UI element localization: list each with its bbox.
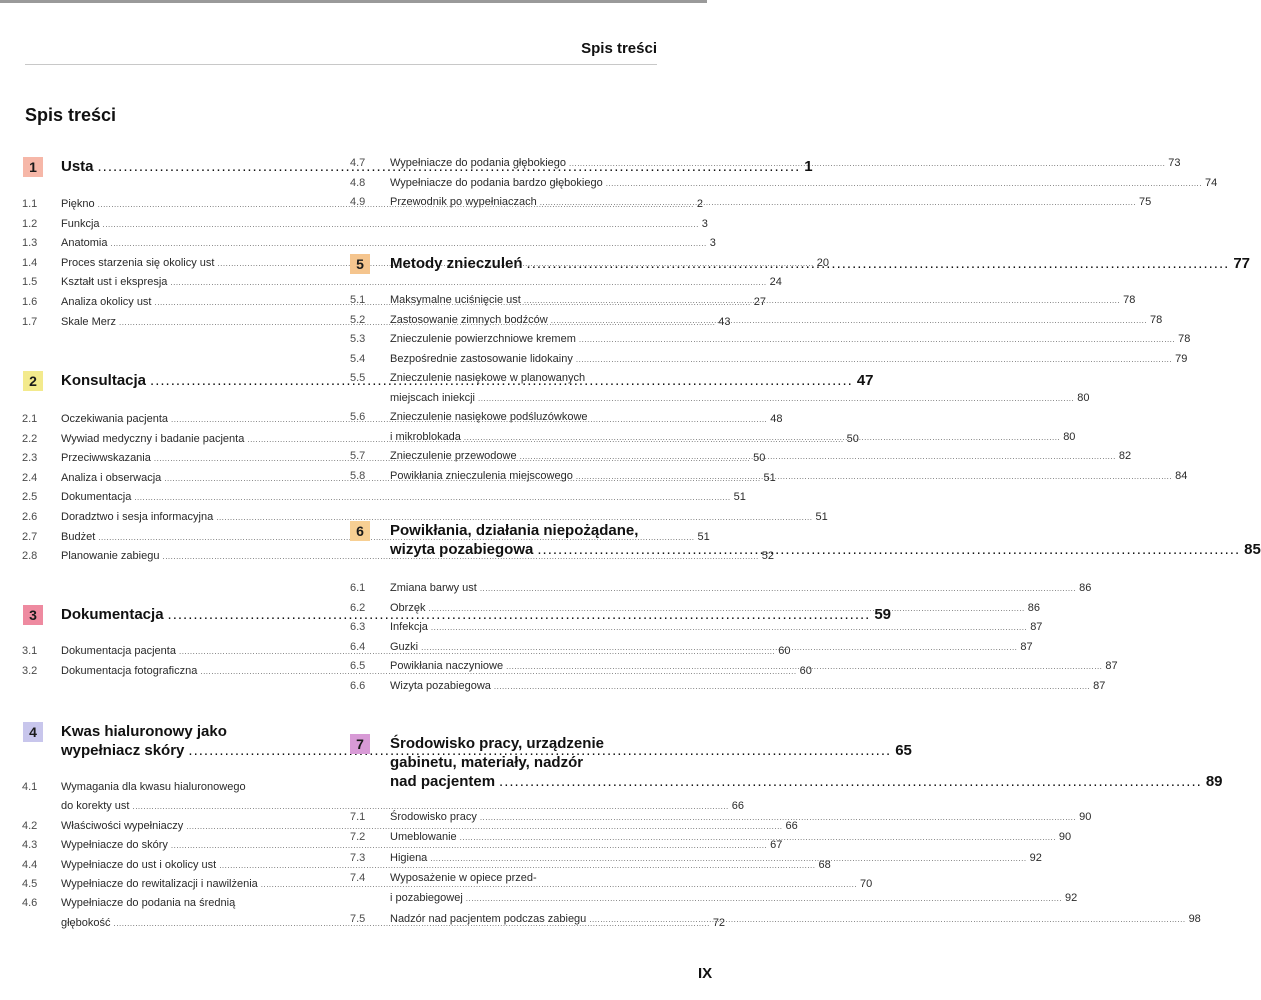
section-title: Wypełniacze do skóry: [61, 839, 168, 852]
page-title: Spis treści: [25, 105, 117, 125]
toc-entry-line[interactable]: Znieczulenie nasiękowe podśluzówkowe: [390, 411, 588, 423]
section-number: 6.2: [350, 601, 366, 614]
section-number: 2.3: [22, 452, 38, 465]
section-page: 43: [718, 315, 731, 328]
toc-entry[interactable]: [61, 491, 746, 504]
section-number: 5.1: [350, 294, 366, 306]
leader-dots: [464, 431, 1060, 444]
toc-entry[interactable]: [390, 680, 1106, 693]
toc-entry[interactable]: [61, 237, 716, 250]
section-title: Planowanie zabiegu: [61, 550, 160, 563]
section-title: Anatomia: [61, 237, 108, 250]
section-title: Nadzór nad pacjentem podczas zabiegu: [390, 912, 587, 925]
leader-dots: [606, 177, 1202, 190]
leader-dots: [466, 892, 1062, 905]
leader-dots: [421, 641, 1017, 654]
leader-dots: [576, 470, 1172, 483]
section-number: 6.1: [350, 582, 366, 594]
section-page: 90: [1079, 811, 1092, 823]
section-page: 86: [1079, 582, 1092, 594]
section-page: 92: [1065, 892, 1078, 905]
section-number: 2.6: [22, 511, 38, 523]
section-page: 52: [761, 550, 774, 563]
section-page: 82: [1118, 450, 1132, 462]
section-title: Kształt ust i ekspresja: [61, 276, 168, 289]
leader-dots: [428, 602, 1024, 615]
section-number: 4.6: [22, 897, 38, 910]
chapter-number-badge: 3: [23, 605, 43, 625]
section-title: Analiza okolicy ust: [61, 296, 152, 308]
section-page: 51: [815, 511, 828, 523]
section-number: 5.3: [350, 333, 366, 345]
section-number: 7.4: [350, 871, 366, 884]
toc-entry[interactable]: [61, 550, 774, 563]
leader-dots: [494, 680, 1090, 693]
section-page: 79: [1175, 352, 1188, 365]
chapter-title: Dokumentacja: [61, 606, 164, 623]
chapter-page: 85: [1244, 541, 1261, 558]
section-title: głębokość: [61, 916, 111, 929]
chapter-page: 1: [804, 158, 813, 175]
leader-dots: [527, 255, 1230, 272]
toc-entry[interactable]: [390, 811, 1092, 824]
section-number: 4.2: [22, 819, 38, 832]
toc-entry[interactable]: [61, 878, 873, 891]
toc-entry[interactable]: [61, 858, 831, 872]
section-page: 60: [799, 665, 812, 677]
chapter-title: wypełniacz skóry: [61, 742, 185, 759]
section-title: Wypełniacze do rewitalizacji i nawilżenia: [61, 878, 258, 890]
section-page: 51: [697, 530, 710, 543]
section-page: 86: [1027, 601, 1040, 614]
section-title: Przeciwwskazania: [61, 452, 151, 465]
section-number: 1.1: [22, 198, 38, 210]
section-title: Wypełniacze do ust i okolicy ust: [61, 858, 217, 871]
toc-entry[interactable]: [390, 196, 1152, 209]
chapter-title: Konsultacja: [61, 372, 147, 389]
section-page: 20: [816, 256, 829, 269]
leader-dots: [134, 491, 730, 504]
chapter-page: 77: [1233, 255, 1250, 272]
section-page: 78: [1178, 333, 1191, 345]
leader-dots: [540, 196, 1136, 209]
leader-dots: [576, 353, 1172, 366]
section-number: 4.3: [22, 839, 38, 852]
toc-entry[interactable]: [390, 892, 1078, 905]
chapter-number-badge: 7: [350, 734, 370, 754]
toc-entry[interactable]: [390, 157, 1181, 170]
toc-entry[interactable]: [390, 176, 1218, 190]
section-title: Wypełniacze do podania bardzo głębokiego: [390, 176, 603, 189]
section-page: 67: [770, 839, 783, 852]
section-page: 87: [1105, 660, 1118, 673]
toc-entry[interactable]: [390, 391, 1090, 405]
leader-dots: [569, 157, 1165, 170]
leader-dots: [460, 831, 1056, 844]
section-number: 4.9: [350, 196, 366, 209]
section-number: 2.4: [22, 471, 38, 484]
section-title: Wypełniacze do podania głębokiego: [390, 157, 567, 169]
section-page: 51: [763, 471, 776, 484]
section-number: 4.8: [350, 176, 366, 189]
section-title: Dokumentacja pacjenta: [61, 645, 176, 657]
toc-entry[interactable]: [390, 333, 1191, 346]
chapter-title-line[interactable]: Powikłania, działania niepożądane,: [390, 522, 639, 539]
leader-dots: [480, 582, 1076, 595]
section-title: Skale Merz: [61, 315, 117, 328]
section-title: Przewodnik po wypełniaczach: [390, 196, 537, 209]
chapter-title: Metody znieczuleń: [390, 255, 523, 272]
toc-entry[interactable]: [61, 276, 782, 289]
leader-dots: [520, 450, 1116, 463]
section-number: 1.2: [22, 217, 38, 230]
section-title: Zastosowanie zimnych bodźców: [390, 313, 548, 326]
toc-entry[interactable]: [61, 839, 783, 852]
section-number: 1.5: [22, 276, 38, 289]
section-page: 27: [753, 296, 767, 308]
section-title: Znieczulenie powierzchniowe kremem: [390, 333, 576, 345]
section-page: 87: [1093, 680, 1106, 692]
section-title: i pozabiegowej: [390, 892, 463, 905]
section-title: Infekcja: [390, 621, 428, 634]
toc-entry-line[interactable]: Wyposażenie w opiece przed-: [390, 871, 537, 884]
section-number: 1.6: [22, 296, 38, 308]
section-number: 6.3: [350, 621, 366, 634]
section-page: 90: [1058, 831, 1072, 844]
section-number: 2.1: [22, 413, 38, 425]
leader-dots: [537, 541, 1240, 558]
section-page: 75: [1139, 196, 1152, 209]
section-title: Dokumentacja fotograficzna: [61, 665, 198, 677]
chapter-number-badge: 6: [350, 521, 370, 541]
section-number: 5.6: [350, 411, 366, 423]
chapter-number-badge: 2: [23, 371, 43, 391]
leader-dots: [110, 237, 706, 250]
section-number: 5.5: [350, 372, 366, 384]
section-number: 7.5: [350, 912, 366, 925]
toc-entry[interactable]: [390, 352, 1188, 366]
section-number: 6.5: [350, 660, 366, 673]
leader-dots: [170, 276, 766, 289]
leader-dots: [480, 811, 1076, 824]
section-page: 87: [1030, 621, 1043, 634]
leader-dots: [499, 773, 1202, 790]
section-title: Guzki: [390, 640, 419, 653]
section-page: 66: [731, 800, 744, 813]
section-number: 2.7: [22, 530, 38, 543]
section-number: 1.7: [22, 315, 38, 328]
section-title: Właściwości wypełniaczy: [61, 819, 184, 832]
section-page: 66: [785, 819, 798, 832]
section-number: 3.2: [22, 665, 38, 677]
leader-dots: [103, 218, 699, 231]
section-title: Funkcja: [61, 217, 100, 230]
section-page: 92: [1029, 851, 1042, 864]
leader-dots: [431, 621, 1027, 634]
chapter-number-badge: 5: [350, 254, 370, 274]
chapter-title: Usta: [61, 158, 94, 175]
section-number: 2.8: [22, 550, 38, 563]
section-number: 5.2: [350, 313, 366, 326]
section-number: 4.1: [22, 781, 38, 793]
section-title: Umeblowanie: [390, 831, 457, 844]
section-number: 6.4: [350, 640, 366, 653]
section-page: 68: [818, 858, 831, 871]
section-page: 2: [696, 198, 704, 210]
chapter-page: 65: [895, 742, 912, 759]
section-title: Budżet: [61, 530, 96, 543]
section-page: 3: [709, 237, 716, 250]
toc-entry[interactable]: [390, 831, 1072, 844]
section-page: 98: [1188, 912, 1201, 925]
section-number: 3.1: [22, 645, 38, 657]
chapter-title: nad pacjentem: [390, 773, 496, 790]
section-number: 4.5: [22, 878, 38, 890]
toc-entry[interactable]: [390, 621, 1043, 634]
toc-entry[interactable]: [61, 217, 708, 231]
chapter-title: wizyta pozabiegowa: [390, 541, 534, 558]
section-page: 74: [1204, 176, 1218, 189]
section-title: Zmiana barwy ust: [390, 582, 477, 594]
section-page: 87: [1020, 640, 1033, 653]
section-number: 5.8: [350, 469, 366, 482]
chapter-title-line[interactable]: Środowisko pracy, urządzenie: [390, 735, 604, 752]
leader-dots: [430, 852, 1026, 865]
section-number: 5.4: [350, 352, 366, 365]
section-page: 78: [1123, 294, 1136, 306]
section-page: 73: [1168, 157, 1181, 169]
section-number: 4.4: [22, 858, 38, 871]
section-title: Znieczulenie przewodowe: [390, 450, 517, 462]
chapter-page: 47: [856, 372, 874, 389]
section-page: 51: [733, 491, 746, 504]
toc-entry[interactable]: [61, 511, 828, 524]
section-page: 80: [1063, 430, 1076, 443]
section-title: Powikłania znieczulenia miejscowego: [390, 469, 573, 482]
toc-entry[interactable]: [61, 800, 744, 813]
section-page: 3: [701, 217, 708, 230]
chapter-title-line[interactable]: Kwas hialuronowy jako: [61, 723, 227, 740]
section-page: 70: [860, 878, 873, 890]
section-page: 84: [1175, 469, 1188, 482]
toc-entry-line[interactable]: Wymagania dla kwasu hialuronowego: [61, 781, 246, 793]
section-title: Oczekiwania pacjenta: [61, 413, 169, 425]
section-title: Analiza i obserwacja: [61, 471, 162, 484]
section-number: 2.2: [22, 432, 38, 445]
section-number: 1.3: [22, 237, 38, 250]
chapter-number-badge: 4: [23, 722, 43, 742]
running-header: Spis treści: [581, 40, 657, 57]
section-number: 5.7: [350, 450, 366, 462]
section-number: 2.5: [22, 491, 38, 504]
section-page: 60: [778, 645, 791, 657]
section-title: Bezpośrednie zastosowanie lidokainy: [390, 352, 573, 365]
leader-dots: [579, 333, 1175, 346]
section-page: 72: [712, 916, 726, 929]
toc-entry[interactable]: [61, 819, 798, 833]
leader-dots: [506, 660, 1102, 673]
section-page: 48: [770, 413, 783, 425]
chapter-entry[interactable]: [390, 773, 1223, 790]
section-number: 1.4: [22, 256, 38, 269]
leader-dots: [524, 294, 1120, 307]
toc-entry-line[interactable]: Wypełniacze do podania na średnią: [61, 897, 236, 910]
section-page: 78: [1150, 313, 1163, 326]
leader-dots: [478, 392, 1074, 405]
section-number: 6.6: [350, 680, 366, 692]
section-number: 4.7: [350, 157, 366, 169]
page-number: IX: [698, 965, 713, 982]
section-title: i mikroblokada: [390, 430, 461, 443]
section-title: miejscach iniekcji: [390, 391, 475, 404]
chapter-title-line[interactable]: gabinetu, materiały, nadzór: [390, 754, 584, 771]
section-title: Proces starzenia się okolicy ust: [61, 256, 215, 269]
section-page: 50: [846, 432, 859, 445]
leader-dots: [589, 913, 1185, 926]
section-title: Maksymalne uciśnięcie ust: [390, 294, 521, 306]
section-number: 7.2: [350, 831, 366, 844]
section-title: Higiena: [390, 851, 428, 864]
section-title: Obrzęk: [390, 601, 426, 614]
section-page: 24: [769, 276, 782, 289]
section-number: 7.3: [350, 851, 366, 864]
toc-entry-line[interactable]: Znieczulenie nasiękowe w planowanych: [390, 372, 586, 384]
section-title: do korekty ust: [61, 800, 130, 813]
section-title: Doradztwo i sesja informacyjna: [61, 511, 214, 523]
section-title: Wizyta pozabiegowa: [390, 680, 491, 692]
section-number: 7.1: [350, 811, 366, 823]
section-title: Piękno: [61, 198, 95, 210]
section-title: Powikłania naczyniowe: [390, 660, 504, 673]
chapter-page: 59: [874, 606, 892, 623]
chapter-page: 89: [1205, 773, 1223, 790]
section-page: 50: [753, 452, 766, 465]
leader-dots: [551, 314, 1147, 327]
toc-entry[interactable]: [390, 582, 1092, 595]
section-title: Wywiad medyczny i badanie pacjenta: [61, 432, 245, 445]
section-page: 80: [1077, 391, 1090, 404]
chapter-number-badge: 1: [23, 157, 43, 177]
section-title: Środowisko pracy: [390, 811, 477, 823]
section-title: Dokumentacja: [61, 491, 132, 504]
